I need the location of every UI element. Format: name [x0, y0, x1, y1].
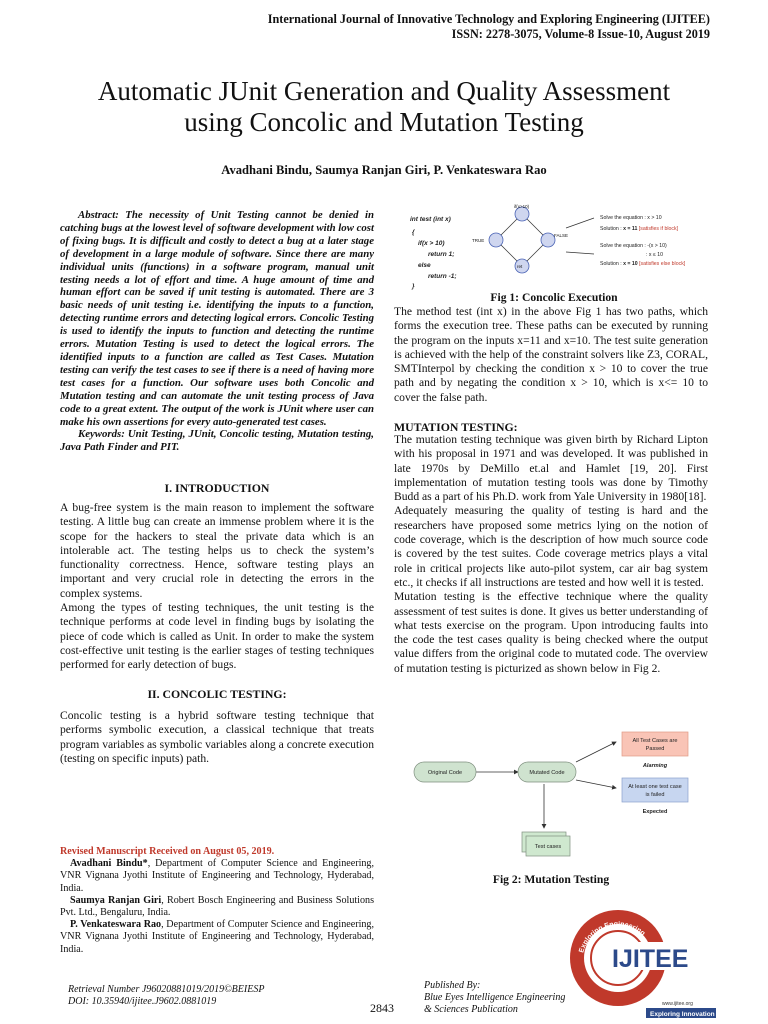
- publisher-name-2: & Sciences Publication: [424, 1004, 518, 1015]
- logo-bottom-text: Exploring Innovation: [650, 1011, 715, 1018]
- intro-heading: I. INTRODUCTION: [164, 481, 270, 495]
- author-2-affiliation: , Robert Bosch Engineering and Business Solutions Pvt. Ltd., Bengaluru, India.: [60, 894, 374, 919]
- concolic-heading: II. CONCOLIC TESTING:: [147, 687, 287, 701]
- journal-name: International Journal of Innovative Technology and Exploring Engineering (IJITEE): [267, 12, 710, 26]
- page-number: 2843: [370, 1001, 394, 1015]
- abstract: [60, 209, 374, 454]
- paper-title: [40, 76, 728, 138]
- failed-label-1: At least one test case: [628, 784, 682, 790]
- mutation-heading: MUTATION TESTING:: [394, 420, 518, 434]
- logo-url: www.ijitee.org: [662, 1001, 693, 1007]
- node-label-end: ret: [517, 264, 523, 269]
- figure-2-mutation-diagram: [410, 722, 710, 864]
- code-line: {: [412, 229, 415, 236]
- node-label-root: if(x>10): [514, 204, 530, 209]
- author-1-affiliation: , Department of Computer Science and Engineering, VNR Vignana Jyothi Institute of Engineering and Technology, Hyderabad, India.: [60, 858, 374, 894]
- author-footnote: [60, 846, 374, 956]
- tree-node-true: [489, 233, 503, 247]
- passed-label-2: Passed: [645, 746, 665, 752]
- solve-eq-2b: : x ≤ 10: [646, 252, 663, 258]
- intro-paragraph-2: Among the types of testing techniques, the unit testing is the technique performs at code level in finding bugs by isolating the piece of code which is called as Unit. In order to make the system cost-effective unit testing is the earlier stages of testing techniques performed for early detection of bugs.: [60, 601, 374, 672]
- title-line-1: Automatic JUnit Generation and Quality Assessment: [97, 76, 671, 106]
- svg-text:Solution : x = 11 [satisfies i: [600, 226, 679, 232]
- mutated-code-label: Mutated Code: [529, 770, 565, 776]
- passed-box: [622, 732, 688, 756]
- tree-node-false: [541, 233, 555, 247]
- published-by: Published By:: [424, 980, 481, 991]
- sol1-value: x = 11: [623, 226, 638, 232]
- code-line: }: [412, 283, 415, 290]
- original-code-label: Original Code: [427, 770, 463, 776]
- mutation-paragraph-3: Mutation testing is the effective technique where the quality assessment of test suites is done. It gives us better understanding of what tests exercise on the program. Upon introducing faults into the code the test cases quality is being checked where the output value differs from the original code to mutated code. The overview of mutation testing is picturized as shown below in Fig 2.: [394, 590, 708, 675]
- fig2-caption: Fig 2: Mutation Testing: [492, 873, 610, 886]
- author-1-name: Avadhani Bindu*: [70, 858, 148, 870]
- test-cases-label: Test cases: [534, 844, 562, 850]
- author-2-name: Saumya Ranjan Giri: [70, 894, 162, 906]
- expected-label: Expected: [642, 809, 668, 815]
- retrieval-number: Retrieval Number J96020881019/2019©BEIESP: [68, 984, 265, 995]
- logo-text: IJITEE: [612, 945, 689, 973]
- sol2-value: x = 10: [623, 261, 638, 267]
- author-3-name: P. Venkateswara Rao: [70, 919, 162, 931]
- title-line-2: using Concolic and Mutation Testing: [184, 107, 584, 137]
- right-col-text-1: [394, 305, 708, 405]
- author-3-affiliation: , Department of Computer Science and Engineering, VNR Vignana Jyothi Institute of Engineering and Technology, Hyderabad, India.: [60, 919, 374, 955]
- failed-box: [622, 778, 688, 802]
- fig1-caption: Fig 1: Concolic Execution: [490, 291, 618, 304]
- svg-text:Solution : x = 10 [satisfies e: [600, 261, 686, 267]
- revised-note: Revised Manuscript Received on August 05, 2019.: [60, 846, 275, 857]
- code-line: else: [418, 262, 431, 269]
- code-line: int test (int x): [410, 216, 451, 223]
- sol1-label: Solution :: [600, 226, 624, 232]
- code-line: return 1;: [428, 251, 455, 258]
- code-line: if(x > 10): [418, 240, 445, 247]
- tree-node-root: [515, 207, 529, 221]
- retrieval-info: [68, 984, 264, 1008]
- sol1-note: [satisfies if block]: [637, 226, 679, 232]
- solve-eq-1: Solve the equation : x > 10: [600, 215, 662, 221]
- mutation-paragraph-2: Adequately measuring the quality of testing is hard and the researchers have proposed some metrics lying on the notion of code coverage, which is the description of how much source code is covered by the test suites. Code coverage metrics plays a vital role in critical projects like auto-pilot system, car air bag system etc., it checks if all instructions are tested and how well it is tested.: [394, 504, 708, 589]
- intro-body: [60, 501, 374, 673]
- fig1-explanation: The method test (int x) in the above Fig 1 has two paths, which forms the execution tree. These paths can be executed by running the program on the inputs x=11 and x=10. The test suite generation is achieved with the help of the constraint solvers like Z3, CORAL, SMTInterpol by checking the condition x > 10 to cover the true path and by negating the condition x > 10, which is x<= 10 to cover the false path.: [394, 305, 708, 404]
- intro-paragraph-1: A bug-free system is the main reason to implement the software testing. A little bug can create an immense problem where it is the scope for the hackers to steal the private data which is an intolerable act. The testing helps us to check the system’s functionality correctness. Hence, software testing plays an important and very crucial role in detecting the errors in the complex systems.: [60, 501, 374, 600]
- concolic-paragraph: Concolic testing is a hybrid software testing technique that performs symbolic execution, a classical technique that treats program variables as symbolic variables along a concrete execution (testing on specific inputs) path.: [60, 709, 374, 765]
- keywords-label: Keywords: [78, 428, 122, 441]
- node-label-false: FALSE: [554, 233, 569, 238]
- ijitee-logo: [570, 902, 720, 1020]
- abstract-label: Abstract: [78, 209, 116, 221]
- right-col-text-2: [394, 433, 708, 676]
- publisher-name-1: Blue Eyes Intelligence Engineering: [424, 992, 566, 1003]
- mutation-paragraph-1: The mutation testing technique was given birth by Richard Lipton with his proposal in 1971 and was developed. It was published in late 1970s by DeMillo et.al and Hamlet [19, 20]. First implementation of mutation testing tools was done by Timothy Budd as a part of his Ph.D. work from Yale University in 1980[18].: [394, 433, 708, 504]
- sol2-note: [satisfies else block]: [637, 261, 686, 267]
- failed-label-2: is failed: [645, 792, 665, 798]
- node-label-true: TRUE: [472, 238, 485, 243]
- code-line: return -1;: [428, 273, 457, 280]
- logo-ring-text: Exploring Engineering: [578, 920, 647, 954]
- passed-label-1: All Test Cases are: [632, 738, 678, 744]
- sol2-label: Solution :: [600, 261, 624, 267]
- journal-header: [268, 12, 710, 42]
- solve-eq-2: Solve the equation : -(x > 10): [600, 243, 667, 249]
- journal-issn: ISSN: 2278-3075, Volume-8 Issue-10, August 2019: [451, 27, 710, 41]
- publisher-info: [424, 980, 565, 1016]
- doi: DOI: 10.35940/ijitee.J9602.0881019: [68, 996, 217, 1007]
- figure-1-concolic-tree: [396, 204, 712, 290]
- authors: Avadhani Bindu, Saumya Ranjan Giri, P. Venkateswara Rao: [221, 163, 547, 177]
- alarming-label: Alarming: [642, 763, 668, 769]
- abstract-text: : The necessity of Unit Testing cannot be denied in catching bugs at the lowest level of software development with low cost of fixing bugs. It is difficult and costly to detect a bug at a later stage of development in a large module of software. Since there are many individual units (functions) in a software program, manual unit testing needs a lot of effort and time. A huge amount of time and human effort can be saved if unit testing is automated. There are 3 basic needs of unit testing i.e. identifying the inputs to a function, detecting runtime errors and detecting logical errors. Concolic Testing is used to identify the inputs to function and detecting the runtime errors. Mutation Testing is used to detect the logical errors. The identified inputs to a function are called as Test Cases. Mutation testing can verify the test cases to see if there is a need of having more test cases for a function. Our software uses both Concolic and Mutation testing and can automate the unit testing process of Java code to a great extent. The output of the work is JUnit where user can make his own assertions for every auto-generated test cases.: [60, 209, 374, 428]
- keywords-text: : Unit Testing, JUnit, Concolic testing, Mutation testing, Java Path Finder and PIT.: [60, 428, 374, 454]
